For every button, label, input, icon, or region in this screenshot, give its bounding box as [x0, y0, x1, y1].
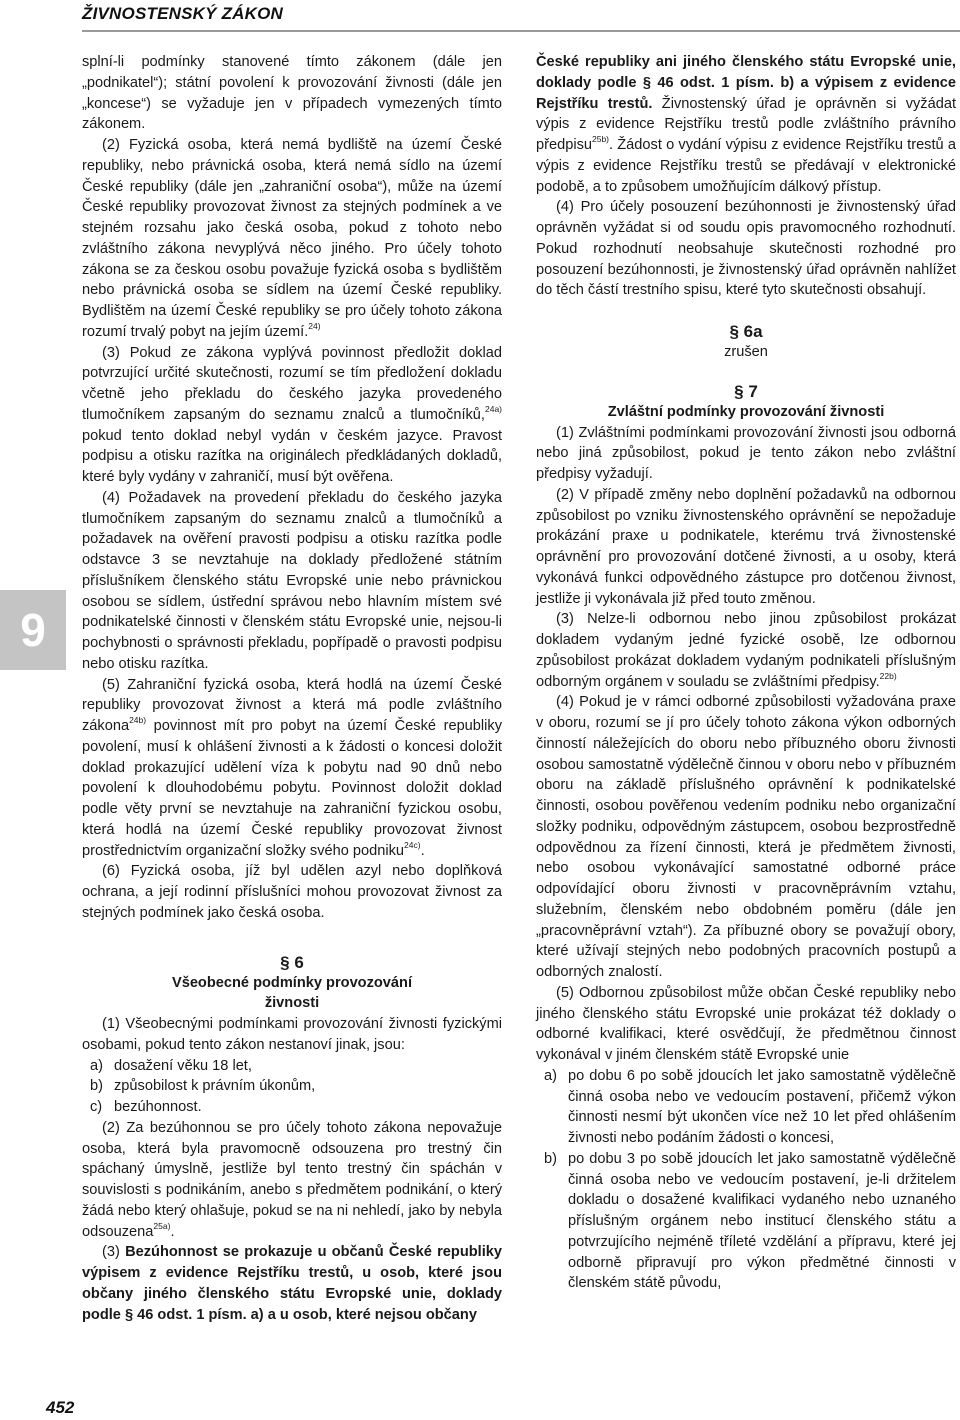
list-marker: a)	[544, 1067, 557, 1084]
list-item	[82, 1056, 502, 1077]
chapter-tab-number: 9	[20, 604, 46, 656]
paragraph-6-3-continuation	[536, 52, 956, 197]
paragraph-6-1: (1) Všeobecnými podmínkami provozování živnosti fyzickými osobami, pokud tento zákon nestanoví jinak, jsou:	[82, 1016, 502, 1053]
header-divider	[82, 30, 960, 32]
paragraph-text: . Žádost o vydání výpisu z evidence Rejstříku trestů a výpis z evidence Rejstříku trestů se předávají v elektronické podobě, a to způsobem umožňujícím dálkový přístup.	[536, 137, 956, 195]
section-6a-status: zrušen	[724, 344, 768, 360]
section-6a-sign: § 6a	[729, 322, 763, 341]
footnote-ref: 22b)	[879, 670, 897, 681]
list-text: způsobilost k právním úkonům,	[114, 1078, 316, 1095]
list-text: po dobu 6 po sobě jdoucích let jako samostatně výdělečně činná osoba nebo ve vedoucím postavení, přičemž výkon činnosti nesmí být ukončen více než 10 let před ohlášením živnosti nebo podáním žádosti o koncesi,	[568, 1067, 956, 1146]
paragraph-6-2	[82, 1118, 502, 1243]
list-marker: b)	[544, 1150, 557, 1167]
paragraph-text: (2) Fyzická osoba, která nemá bydliště na území České republiky, nebo právnická osoba, která nemá sídlo na území České republiky (dále jen „zahraniční osoba“), může na území České republiky provozovat živnost za stejných podmínek a ve stejném rozsahu jako česká osoba, pokud z tohoto nebo zvláštního zákona nevyplývá něco jiného. Pro účely tohoto zákona se za českou osobu považuje fyzická osoba s bydlištěm nebo právnická osoba se sídlem na území České republiky. Bydlištěm na území České republiky se pro účely tohoto zákona rozumí trvalý pobyt na jejím území.	[82, 137, 502, 340]
list-item	[82, 1097, 502, 1118]
list-item	[536, 1066, 956, 1149]
list-text: bezúhonnost.	[114, 1099, 202, 1115]
paragraph-text: (5) Zahraniční fyzická osoba, která hodlá na území České republiky provozovat živnost a která má podle zvláštního zákona	[82, 676, 502, 734]
paragraph-text: (3) Nelze-li odbornou nebo jinou způsobilost prokázat dokladem vydaným jedné fyzické osobě, lze odbornou způsobilost prokázat dokladem vydaným podnikateli příslušným odborným orgánem v souladu se zvláštními předpisy.	[536, 611, 956, 690]
chapter-tab	[0, 590, 66, 670]
paragraph-text: Živnostenský úřad je oprávněn si vyžádat výpis z evidence Rejstříku trestů podle zvláštního právního předpisu	[536, 95, 957, 153]
list-text: dosažení věku 18 let,	[114, 1057, 252, 1074]
list-text: po dobu 3 po sobě jdoucích let jako samostatně výdělečně činná osoba nebo ve vedoucím postavení, je-li držitelem dokladu o dosažené kvalifikaci vydaného nebo uznaného příslušným orgánem nebo institucí členského státu a potvrzujícího nejméně tříleté vzdělání a přípravu, které jej odborně připravují pro výkon předmětné činnosti v členském státě původu,	[568, 1150, 956, 1292]
section-7-sign: § 7	[734, 381, 758, 401]
list-item	[536, 1149, 956, 1294]
footnote-ref: 25a)	[153, 1220, 171, 1231]
paragraph-text: povinnost mít pro pobyt na území České republiky povolení, musí k ohlášení živnosti a k žádosti o koncesi doložit doklad prokazující udělení víza k pobytu nad 90 dnů nebo povolení k dlouhodobému pobytu. Povinnost doložit doklad podle věty první se nevztahuje na zahraniční fyzickou osobu, která hodlá na území České republiky provozovat živnost prostřednictvím organizační složky svého podniku	[82, 718, 502, 859]
paragraph-5-6: (6) Fyzická osoba, jíž byl udělen azyl nebo doplňková ochrana, a její rodinní příslušníci mohou provozovat živnost za stejných podmínek jako česká osoba.	[82, 863, 502, 921]
paragraph-bold-text: České republiky ani jiného členského státu Evropské unie, doklady podle § 46 odst. 1 písm. b) a výpisem z evidence Rejstříku trestů.	[536, 54, 956, 112]
right-column	[536, 52, 956, 1294]
section-6-title-line1: Všeobecné podmínky provozování	[171, 974, 413, 991]
paragraph-5-3	[82, 343, 502, 488]
paragraph-7-3	[536, 609, 956, 692]
paragraph-text: (3)	[102, 1244, 126, 1261]
paragraph-7-4: (4) Pokud je v rámci odborné způsobilosti vyžadována praxe v oboru, rozumí se jí pro účely tohoto zákona výkon odborných činností náležejících do oboru nebo příbuzného oboru živnosti osobou samostatně výdělečně činnou v oboru nebo v příbuzném oboru na základě příslušného oprávnění k podnikatelské činnosti, osobou pověřenou vedením podniku nebo organizační složky podniku, odpovědným zástupcem, osobou bezprostředně odpovědnou za řízení činnosti, která je předmětem živnosti, nebo osobou vykonávající samostatné odborné práce odpovídající oboru živnosti v pracovněprávním vztahu, služebním, členském nebo obdobném poměru (dále jen „pracovněprávní vztah“). Za příbuzné obory se považují obory, které užívají stejných nebo podobných pracovních postupů a odborných znalostí.	[536, 694, 956, 980]
paragraph-text: .	[420, 842, 425, 859]
page-number: 452	[46, 1398, 75, 1417]
section-7-title: Zvláštní podmínky provozování živnosti	[607, 403, 885, 420]
paragraph-6-3	[82, 1242, 502, 1325]
paragraph-7-2: (2) V případě změny nebo doplnění požadavků na odbornou způsobilost po vzniku živnostenského oprávnění se nepožaduje prokázání praxe u podnikatele, kterému trvá živnostenské oprávnění pro provozování dotčené živnosti, a u osoby, která vykonává funkci odpovědného zástupce pro dotčenou živnost, jestliže ji vykonávala již před touto změnou.	[536, 486, 956, 607]
section-6-sign: § 6	[280, 952, 304, 972]
footnote-ref: 24a)	[484, 403, 502, 414]
paragraph-7-1: (1) Zvláštními podmínkami provozování živnosti jsou odborná nebo jiná způsobilost, pokud je tento zákon nebo zvláštní předpisy vyžadují.	[536, 424, 956, 482]
paragraph-text: (3) Pokud ze zákona vyplývá povinnost předložit doklad potvrzující určité skutečnosti, rozumí se tím předložení dokladu včetně jeho překladu do českého jazyka provedeného tlumočníkem zapsaným do seznamu znalců a tlumočníků,	[82, 344, 502, 423]
paragraph-bold-text: Bezúhonnost se prokazuje u občanů České republiky výpisem z evidence Rejstříku trestů, u osob, které jsou občany jiného členského státu Evropské unie, doklady podle § 46 odst. 1 písm. a) a u osob, které nejsou občany	[82, 1244, 502, 1323]
section-6-title-line2: živnosti	[264, 995, 320, 1012]
paragraph-5-2	[82, 135, 502, 343]
list-marker: b)	[90, 1078, 103, 1095]
requirements-list	[82, 1056, 502, 1118]
paragraph-6-4: (4) Pro účely posouzení bezúhonnosti je živnostenský úřad oprávněn vyžádat si od soudu opis pravomocného rozhodnutí. Pokud rozhodnutí neobsahuje skutečnosti rozhodné pro posouzení bezúhonnosti, je živnostenský úřad oprávněn nahlížet do těch částí trestního spisu, které tyto skutečnosti obsahují.	[536, 199, 956, 299]
paragraph-text: (2) Za bezúhonnou se pro účely tohoto zákona nepovažuje osoba, která byla pravomocně odsouzena pro trestný čin spáchaný úmyslně, jestliže byl tento trestný čin spáchán v souvislosti s podnikáním, anebo s předmětem podnikání, o který žádá nebo který ohlašuje, pokud se na ni nehledí, jako by nebyla odsouzena	[82, 1119, 502, 1240]
footnote-ref: 24)	[308, 320, 321, 331]
list-marker: c)	[90, 1099, 103, 1115]
left-column	[82, 52, 502, 1325]
footnote-ref: 25b)	[591, 134, 609, 145]
list-item	[82, 1076, 502, 1097]
paragraph-continuation: splní-li podmínky stanovené tímto zákonem (dále jen „podnikatel“); státní povolení k provozování živnosti (dále jen „koncese“) se vyžaduje jen v případech vymezených tímto zákonem.	[82, 54, 502, 133]
qualification-list	[536, 1066, 956, 1294]
paragraph-7-5: (5) Odbornou způsobilost může občan České republiky nebo jiného členského státu Evropské unie prokázat též doklady o odborné kvalifikaci, které osvědčují, že předmětnou činnost vykonával v jiném členském státě Evropské unie	[536, 984, 956, 1063]
footnote-ref: 24b)	[129, 715, 147, 726]
paragraph-text: pokud tento doklad nebyl vydán v českém jazyce. Pravost podpisu a otisku razítka na originálech předkládaných dokladů, které byly vydány v zahraničí, musí být ověřena.	[82, 427, 502, 485]
paragraph-5-5	[82, 675, 502, 862]
footnote-ref: 24c)	[404, 839, 421, 850]
paragraph-5-4: (4) Požadavek na provedení překladu do českého jazyka tlumočníkem zapsaným do seznamu znalců a tlumočníků a požadavek na ověření pravosti podpisu a otisku razítka podle odstavce 3 se nevztahuje na doklady předložené státním příslušníkem členského státu Evropské unie nebo právnickou osobou se sídlem, ústřední správou nebo hlavním místem své podnikatelské činnosti v členském státu Evropské unie, nejsou-li pochybnosti o správnosti překladu, popřípadě o pravosti podpisu nebo otisku razítka.	[82, 489, 502, 672]
paragraph-text: .	[170, 1223, 175, 1240]
running-header-title: ŽIVNOSTENSKÝ ZÁKON	[82, 4, 284, 23]
list-marker: a)	[90, 1057, 103, 1074]
